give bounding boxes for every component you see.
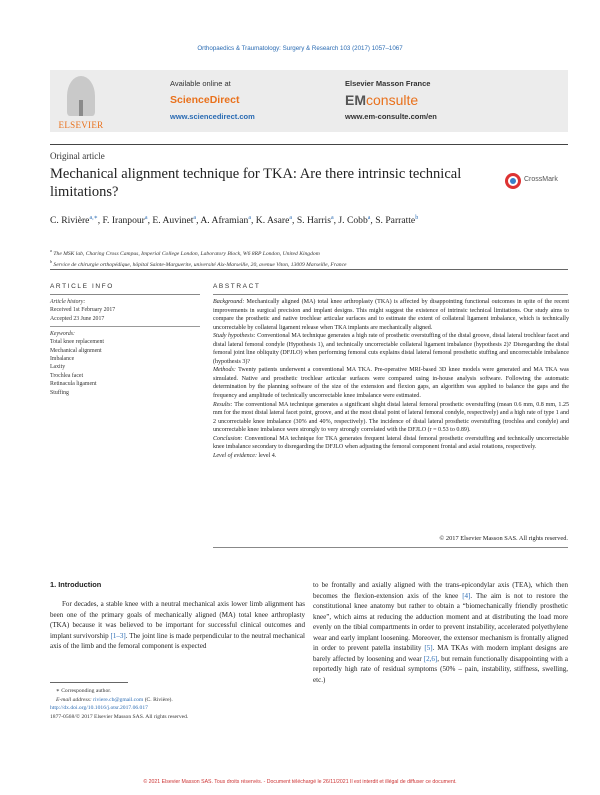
author-name: J. Cobb <box>338 215 368 227</box>
copyright-notice: © 2017 Elsevier Masson SAS. All rights reserved. <box>439 535 568 542</box>
abstract-paragraph <box>213 298 569 332</box>
keyword: Total knee replacement <box>50 339 104 346</box>
keyword: Retinacula ligament <box>50 381 97 388</box>
keywords-label: Keywords: <box>50 330 75 337</box>
author-name: E. Auvinet <box>152 215 194 227</box>
abstract-label: Methods: <box>213 367 236 374</box>
issn-line: 1877-0568/© 2017 Elsevier Masson SAS. All rights reserved. <box>50 713 189 720</box>
intro-column-right <box>313 580 568 685</box>
author-affil-marker[interactable]: a <box>289 215 293 221</box>
abstract-paragraph <box>213 452 569 461</box>
emf-text: Elsevier Masson France <box>345 79 431 88</box>
author-affil-marker[interactable]: a <box>193 215 197 221</box>
abstract-text: Conventional MA technique generates a high rate of prosthetic overstuffing of the distal groove, distal lateral trochlear facet and distal lateral femoral condyle (Hypothesis 1), and technically uncorrectable collateral ligament imbalance (hypothesis 2)? Disregarding the distal femoral joint line obliquity (DFJLO) when performing femoral cuts explains distal lateral femoral prosthetic stuffing and uncorrectable imbalance (hypothesis 3)? <box>213 333 569 365</box>
abstract-text: Twenty patients underwent a conventional MA TKA. Pre-operative MRI-based 3D knee models were generated and MA TKA was simulated. Native and prosthetic trochlear articular surfaces were compared using in-house analysis software. Following the automatic determination by the planning software of the size of the extension and flexion gaps, an algorithm was applied to balance the gaps and the frequency and amplitude of technically uncorrectable knee imbalance were estimated. <box>213 367 569 400</box>
crossmark-label: CrossMark <box>524 176 558 183</box>
keyword: Laxity <box>50 364 66 371</box>
email-line <box>50 696 305 705</box>
info-divider <box>50 326 200 327</box>
abstract-label: Level of evidence: <box>213 452 257 459</box>
introduction-heading: 1. Introduction <box>50 580 102 589</box>
keyword: Trochlea facet <box>50 372 84 379</box>
body-paragraph: to be frontally and axially aligned with the trans-epicondylar axis (TEA), which then becomes the flexion-extension axis of the knee [4]. The aim is not to restore the constitutional knee anatomy but rather to obtain a “biomechanically friendly prosthetic knee”, which aims at reducing the adduction moment and at distributing the load more evenly on the tibial compartments in order to prevent instability, accelerated polyethylene wear and early implant loosening. Moreover, the extensor mechanism is frontally aligned in order to prevent patella instability [5]. MA TKAs with modern implant designs are barely affected by loosening and wear [2,6], but remain functionally disappointing with a reportedly high rate of residual symptoms (50% – pain, instability, stiffness, swelling, etc.) <box>313 581 569 684</box>
author-name: C. Rivière <box>50 215 90 227</box>
author-name: F. Iranpour <box>102 215 145 227</box>
publisher-banner <box>50 70 568 132</box>
elsevier-wordmark: ELSEVIER <box>58 120 104 130</box>
affiliation-text: The MSK lab, Charing Cross Campus, Imperial College London, Laboratory Block, W6 8RP London, United Kingdom <box>53 250 320 257</box>
author-affil-marker[interactable]: a,∗ <box>89 215 98 221</box>
affiliation-marker: b <box>50 259 52 265</box>
article-info <box>50 298 200 397</box>
abstract-label: Background: <box>213 299 245 305</box>
citation-link[interactable]: [5] <box>424 644 433 652</box>
abstract-label: Results: <box>213 401 233 408</box>
abstract-heading: ABSTRACT <box>213 283 261 290</box>
abstract-end-divider <box>213 547 568 548</box>
em-consulte-logo <box>345 92 418 108</box>
article-info-heading: ARTICLE INFO <box>50 283 114 290</box>
email-label: E-mail address: <box>56 696 92 703</box>
journal-citation-link[interactable]: Orthopaedics & Traumatology: Surgery & Research 103 (2017) 1057–1067 <box>197 45 403 52</box>
download-notice: © 2021 Elsevier Masson SAS. Tous droits réservés. - Document téléchargé le 26/11/2021 Il est interdit et illégal de diffuser ce document. <box>143 779 457 785</box>
abstract-body <box>213 298 569 460</box>
article-title: Mechanical alignment technique for TKA: Are there intrinsic technical limitations? <box>50 166 462 200</box>
abstract-paragraph <box>213 366 569 400</box>
abstract-paragraph <box>213 332 569 366</box>
affiliation-list <box>50 247 570 270</box>
tree-trunk-icon <box>79 100 83 116</box>
author-affil-marker[interactable]: b <box>415 215 419 221</box>
keyword: Mechanical alignment <box>50 347 102 354</box>
citation-link[interactable]: [4] <box>462 591 471 600</box>
em-logo-consulte: consulte <box>366 92 419 108</box>
corresponding-author-note: ∗ Corresponding author. <box>56 688 112 694</box>
citation-link[interactable]: [2,6] <box>423 654 438 663</box>
email-suffix: (C. Rivière). <box>143 696 173 703</box>
doi-link[interactable]: http://dx.doi.org/10.1016/j.otsr.2017.06.017 <box>50 705 148 712</box>
abstract-text: level 4. <box>258 452 277 459</box>
author-affil-marker[interactable]: a <box>330 215 334 221</box>
author-name: S. Harris <box>296 215 331 227</box>
keyword: Imbalance <box>50 355 75 362</box>
sciencedirect-logo: ScienceDirect <box>170 94 240 106</box>
abstract-label: Study hypothesis: <box>213 333 256 340</box>
affiliation-text: Service de chirurgie orthopédique, hôpital Sainte-Marguerite, université Aix-Marseille, 20, avenue Viton, 13009 Marseille, France <box>53 262 347 269</box>
keyword-list <box>50 338 200 397</box>
abstract-label: Conclusion: <box>213 435 243 442</box>
abstract-divider <box>213 294 568 295</box>
abstract-paragraph <box>213 401 569 435</box>
abstract-paragraph <box>213 435 569 452</box>
author-affil-marker[interactable]: a <box>144 215 148 221</box>
em-logo-em: EM <box>345 92 366 108</box>
elsevier-logo <box>50 70 112 132</box>
email-link[interactable]: riviere.cb@gmail.com <box>93 696 144 703</box>
intro-column-left <box>50 599 305 652</box>
header-divider <box>50 144 568 145</box>
available-online-text: Available online at <box>170 79 231 88</box>
author-name: K. Asare <box>255 215 290 227</box>
citation-link[interactable]: [1–3] <box>110 631 126 640</box>
sciencedirect-link[interactable]: www.sciencedirect.com <box>170 112 255 121</box>
author-list: C. Rivière$^{a,∗}$, F. Iranpour$^a$, E. Auvinet$^a$, A. Aframian$^a$, K. Asare$^a$, S. Harris$^a$, J. Cobb$^a$, S. Parratte$^b$ <box>50 215 419 227</box>
footnotes <box>50 687 305 721</box>
body-paragraph: For decades, a stable knee with a neutral mechanical axis lower limb alignment has been one of the primary goals of mechanically aligned (MA) total knee arthroplasty (TKA) because it was believed to be important for successful clinical outcomes and implant survivorship [1–3]. The joint line is made perpendicular to the neutral mechanical axis of the limb and the femoral component is expected <box>50 600 305 650</box>
received-date: Received 1st February 2017 <box>50 307 116 314</box>
author-affil-marker[interactable]: a <box>367 215 371 221</box>
section-divider <box>50 269 568 270</box>
author-affil-marker[interactable]: a <box>248 215 251 221</box>
article-info-divider <box>50 294 200 295</box>
keyword: Stuffing <box>50 389 69 396</box>
abstract-text: Conventional MA technique for TKA generates frequent lateral distal femoral prosthetic overstuffing and technically uncorrectable knee imbalance secondary to disregarding the DFJLO when adjusting the femoral component frontal and axial rotations, respectively. <box>213 435 569 451</box>
author-name: S. Parratte <box>375 215 416 227</box>
em-consulte-link[interactable]: www.em-consulte.com/en <box>345 112 437 121</box>
footnote-divider <box>50 682 128 683</box>
affiliation-marker: a <box>50 248 52 253</box>
abstract-text: The conventional MA technique generates a significant slight distal lateral femoral prosthetic overstuffing (mean 0.6 mm, 0.8 mm, 1.25 mm for the most distal lateral facet point, groove, and at the most distal point of lateral femoral condyle, respectively) and a high rate of type 1 and 2 uncorrectable knee imbalance (30% and 40%, respectively). The incidence of distal lateral prosthetic overstuffing (trochlea and condyle) and uncorrectable knee imbalance were strongly to very strongly correlated with the DFJLO (r = 0.53 to 0.89). <box>213 401 570 434</box>
author-name: A. Aframian <box>200 215 249 227</box>
abstract-text: Mechanically aligned (MA) total knee arthroplasty (TKA) is affected by disappointing functional outcomes in spite of the recent improvements in surgical precision and implant designs. This might suggest the existence of intrinsic technical limitations. Our study aims to compare the prosthetic and native trochlear articular surfaces and to estimate the extent of collateral ligament imbalance, which is technically uncorrectable by collateral ligament release when TKA implants are mechanically aligned. <box>213 299 569 331</box>
history-label: Article history: <box>50 299 86 305</box>
crossmark-button[interactable] <box>505 173 571 189</box>
affiliation <box>50 247 570 258</box>
accepted-date: Accepted 23 June 2017 <box>50 315 105 322</box>
article-type: Original article <box>50 151 105 161</box>
